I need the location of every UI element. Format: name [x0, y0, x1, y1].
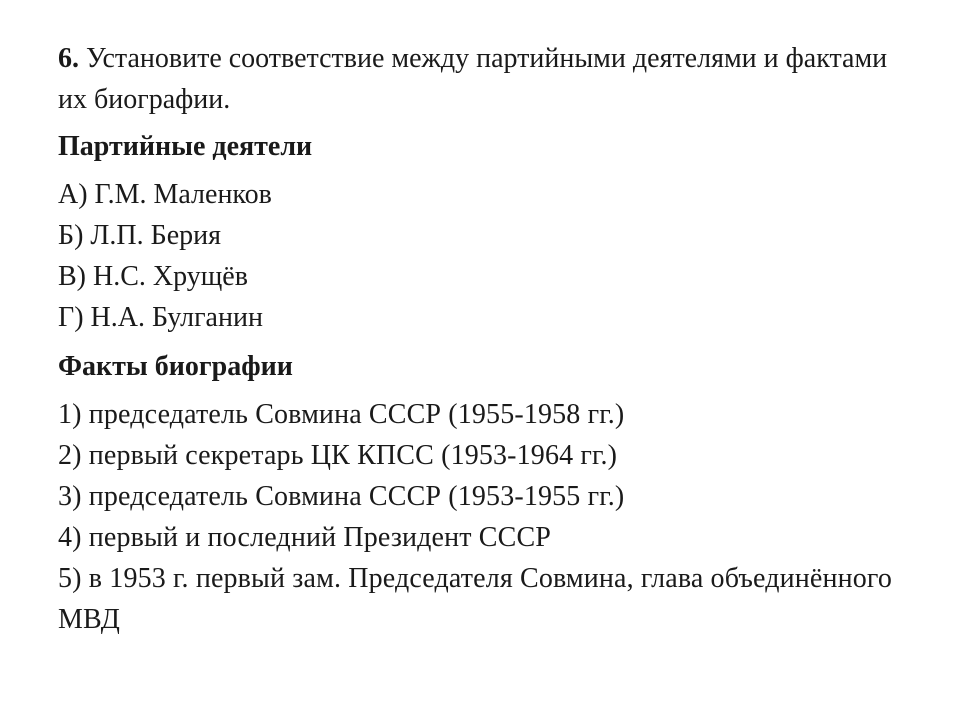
figure-item-a: А) Г.М. Маленков	[58, 179, 272, 210]
figure-item-g: Г) Н.А. Булганин	[58, 302, 263, 333]
figures-list	[58, 174, 918, 338]
question-text	[58, 38, 918, 120]
figures-heading: Партийные деятели	[58, 131, 313, 162]
facts-list	[58, 394, 918, 640]
figure-item-b: Б) Л.П. Берия	[58, 220, 221, 251]
question-body: Установите соответствие между партийными деятелями и фактами их биографии.	[58, 43, 888, 115]
slide-content	[58, 38, 918, 650]
question-number: 6.	[58, 43, 79, 74]
fact-item-5: 5) в 1953 г. первый зам. Председателя Совмина, глава объединённого МВД	[58, 563, 892, 635]
fact-item-3: 3) председатель Совмина СССР (1953-1955 гг.)	[58, 481, 625, 512]
facts-heading: Факты биографии	[58, 351, 293, 382]
fact-item-2: 2) первый секретарь ЦК КПСС (1953-1964 гг.)	[58, 440, 618, 471]
fact-item-4: 4) первый и последний Президент СССР	[58, 522, 552, 553]
figure-item-v: В) Н.С. Хрущёв	[58, 261, 248, 292]
fact-item-1: 1) председатель Совмина СССР (1955-1958 гг.)	[58, 399, 625, 430]
